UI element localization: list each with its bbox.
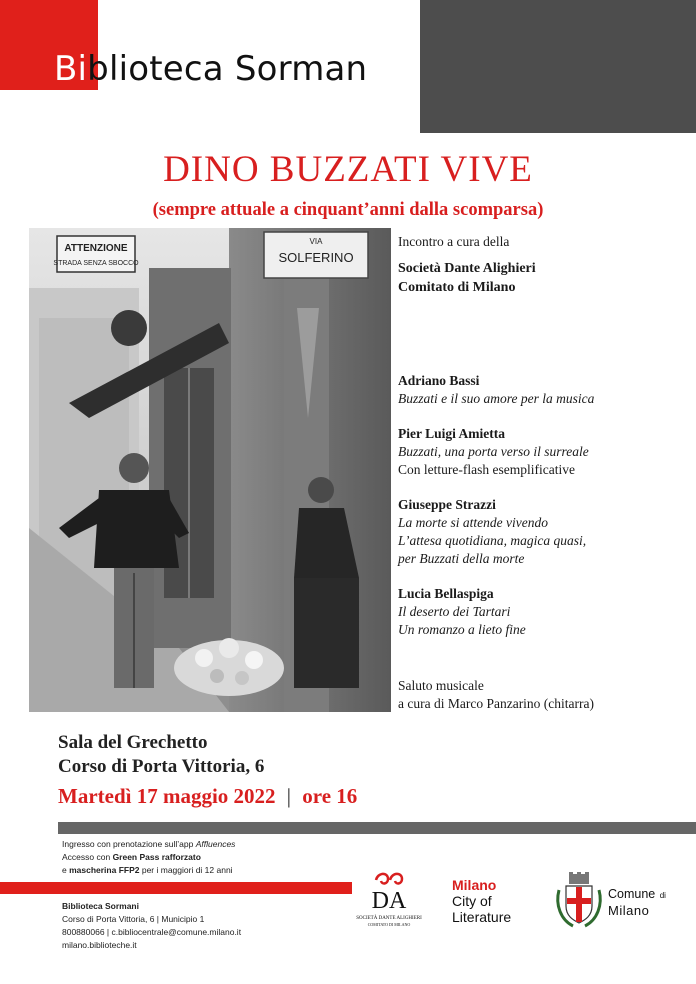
music-line-2: a cura di Marco Panzarino (chitarra) bbox=[398, 696, 595, 711]
access-mask: e mascherina FFP2 per i maggiori di 12 anni bbox=[62, 865, 233, 875]
speaker-topic: L’attesa quotidiana, magica quasi, bbox=[398, 533, 587, 548]
speaker-block bbox=[398, 425, 589, 479]
speaker-topic: Buzzati, una porta verso il surreale bbox=[398, 444, 589, 459]
venue-address: Corso di Porta Vittoria, 6 bbox=[58, 756, 265, 777]
speaker-block bbox=[398, 372, 594, 408]
speaker-topic: Un romanzo a lieto fine bbox=[398, 622, 526, 637]
organizer-name: Società Dante Alighieri Comitato di Milano bbox=[398, 261, 536, 295]
da-caption-2: COMITATO DI MILANO bbox=[367, 922, 411, 927]
speaker-name: Giuseppe Strazzi bbox=[398, 497, 496, 512]
event-subtitle: (sempre attuale a cinquant’anni dalla scomparsa) bbox=[152, 200, 544, 220]
library-title: Biblioteca Sormani bbox=[54, 49, 377, 89]
speaker-block bbox=[398, 585, 526, 639]
milano-city-of-literature-logo: Milano City of Literature bbox=[452, 877, 512, 925]
footer-library-name: Biblioteca Sormani bbox=[62, 901, 139, 911]
footer-address: Corso di Porta Vittoria, 6 | Municipio 1 bbox=[62, 914, 205, 924]
comune-di-milano-label: Comune di Milano bbox=[608, 887, 666, 918]
speaker-name: Pier Luigi Amietta bbox=[398, 426, 505, 441]
access-booking: Ingresso con prenotazione sull’app Affluences bbox=[62, 839, 236, 849]
music-line-1: Saluto musicale bbox=[398, 678, 484, 693]
speaker-name: Adriano Bassi bbox=[398, 373, 480, 388]
access-greenpass: Accesso con Green Pass rafforzato bbox=[62, 852, 201, 862]
venue-name: Sala del Grechetto bbox=[58, 732, 208, 753]
event-time: ore 16 bbox=[302, 784, 358, 808]
speaker-topic: per Buzzati della morte bbox=[398, 551, 525, 566]
event-datetime bbox=[58, 783, 357, 809]
speaker-note: Con letture-flash esemplificative bbox=[398, 462, 575, 477]
comune-milano-crest-icon bbox=[553, 870, 605, 930]
sign-via: VIA bbox=[309, 237, 323, 246]
datetime-separator: | bbox=[286, 784, 292, 808]
footer-contacts: 800880066 | c.bibliocentrale@comune.milano.it bbox=[62, 927, 242, 937]
sign-solferino: SOLFERINO bbox=[278, 250, 354, 265]
organizer-intro: Incontro a cura della bbox=[398, 234, 510, 249]
da-letters: DA bbox=[371, 888, 407, 914]
speaker-topic: Buzzati e il suo amore per la musica bbox=[398, 391, 595, 406]
sign-attenzione: ATTENZIONE bbox=[64, 243, 128, 254]
speaker-topic: Il deserto dei Tartari bbox=[398, 604, 511, 619]
sign-strada: STRADA SENZA SBOCCO bbox=[53, 260, 139, 267]
speaker-name: Lucia Bellaspiga bbox=[398, 586, 494, 601]
gray-divider bbox=[58, 822, 696, 834]
speaker-block bbox=[398, 496, 586, 568]
footer-website: milano.biblioteche.it bbox=[62, 940, 137, 950]
da-caption-1: SOCIETÀ DANTE ALIGHIERI bbox=[356, 916, 422, 921]
red-divider bbox=[0, 882, 352, 894]
event-date: Martedì 17 maggio 2022 bbox=[58, 784, 276, 808]
buzzati-photo bbox=[29, 228, 391, 712]
event-title: DINO BUZZATI VIVE bbox=[163, 149, 533, 190]
dante-alighieri-logo bbox=[348, 870, 430, 932]
speaker-topic: La morte si attende vivendo bbox=[398, 515, 548, 530]
header-gray-block bbox=[420, 0, 696, 133]
